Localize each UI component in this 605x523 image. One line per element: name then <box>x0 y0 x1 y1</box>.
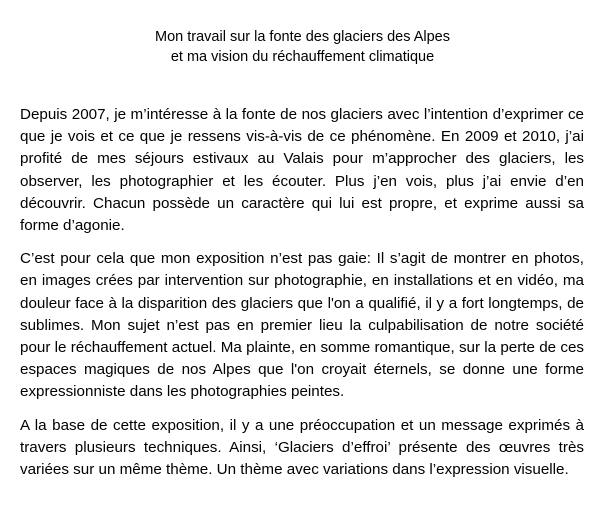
title-line-1: Mon travail sur la fonte des glaciers des Alpes <box>155 29 450 45</box>
paragraph-3: A la base de cette exposition, il y a une préoccupation et un message exprimés à travers plusieurs techniques. Ainsi, ‘Glaciers d’effroi’ présente des œuvres très variées sur un même thème. Un thème avec variations dans l’expression visuelle. <box>20 416 584 479</box>
document-title <box>0 27 605 67</box>
document-body <box>20 104 584 492</box>
title-line-2: et ma vision du réchauffement climatique <box>170 49 435 65</box>
paragraph-1: Depuis 2007, je m’intéresse à la fonte de nos glaciers avec l’intention d’exprimer ce que je vois et ce que je ressens vis-à-vis de ce phénomène. En 2009 et 2010, j’ai profité de mes séjours estivaux au Valais pour m’approcher des glaciers, les observer, les photographier et les écouter. Plus j’en vois, plus j’ai envie d’en découvrir. Chacun possède un caractère qui lui est propre, et exprime aussi sa forme d’agonie. <box>20 106 584 235</box>
paragraph-2: C’est pour cela que mon exposition n’est pas gaie: Il s’agit de montrer en photos, en images crées par intervention sur photographie, en installations et en vidéo, ma douleur face à la disparition des glaciers que l'on a qualifié, il y a fort longtemps, de sublimes. Mon sujet n’est pas en premier lieu la culpabilisation de notre société pour le réchauffement actuel. Ma plainte, en somme romantique, sur la perte de ces espaces magiques de nos Alpes que l'on croyait éternels, se donne une forme expressionniste dans les photographies peintes. <box>20 250 584 401</box>
